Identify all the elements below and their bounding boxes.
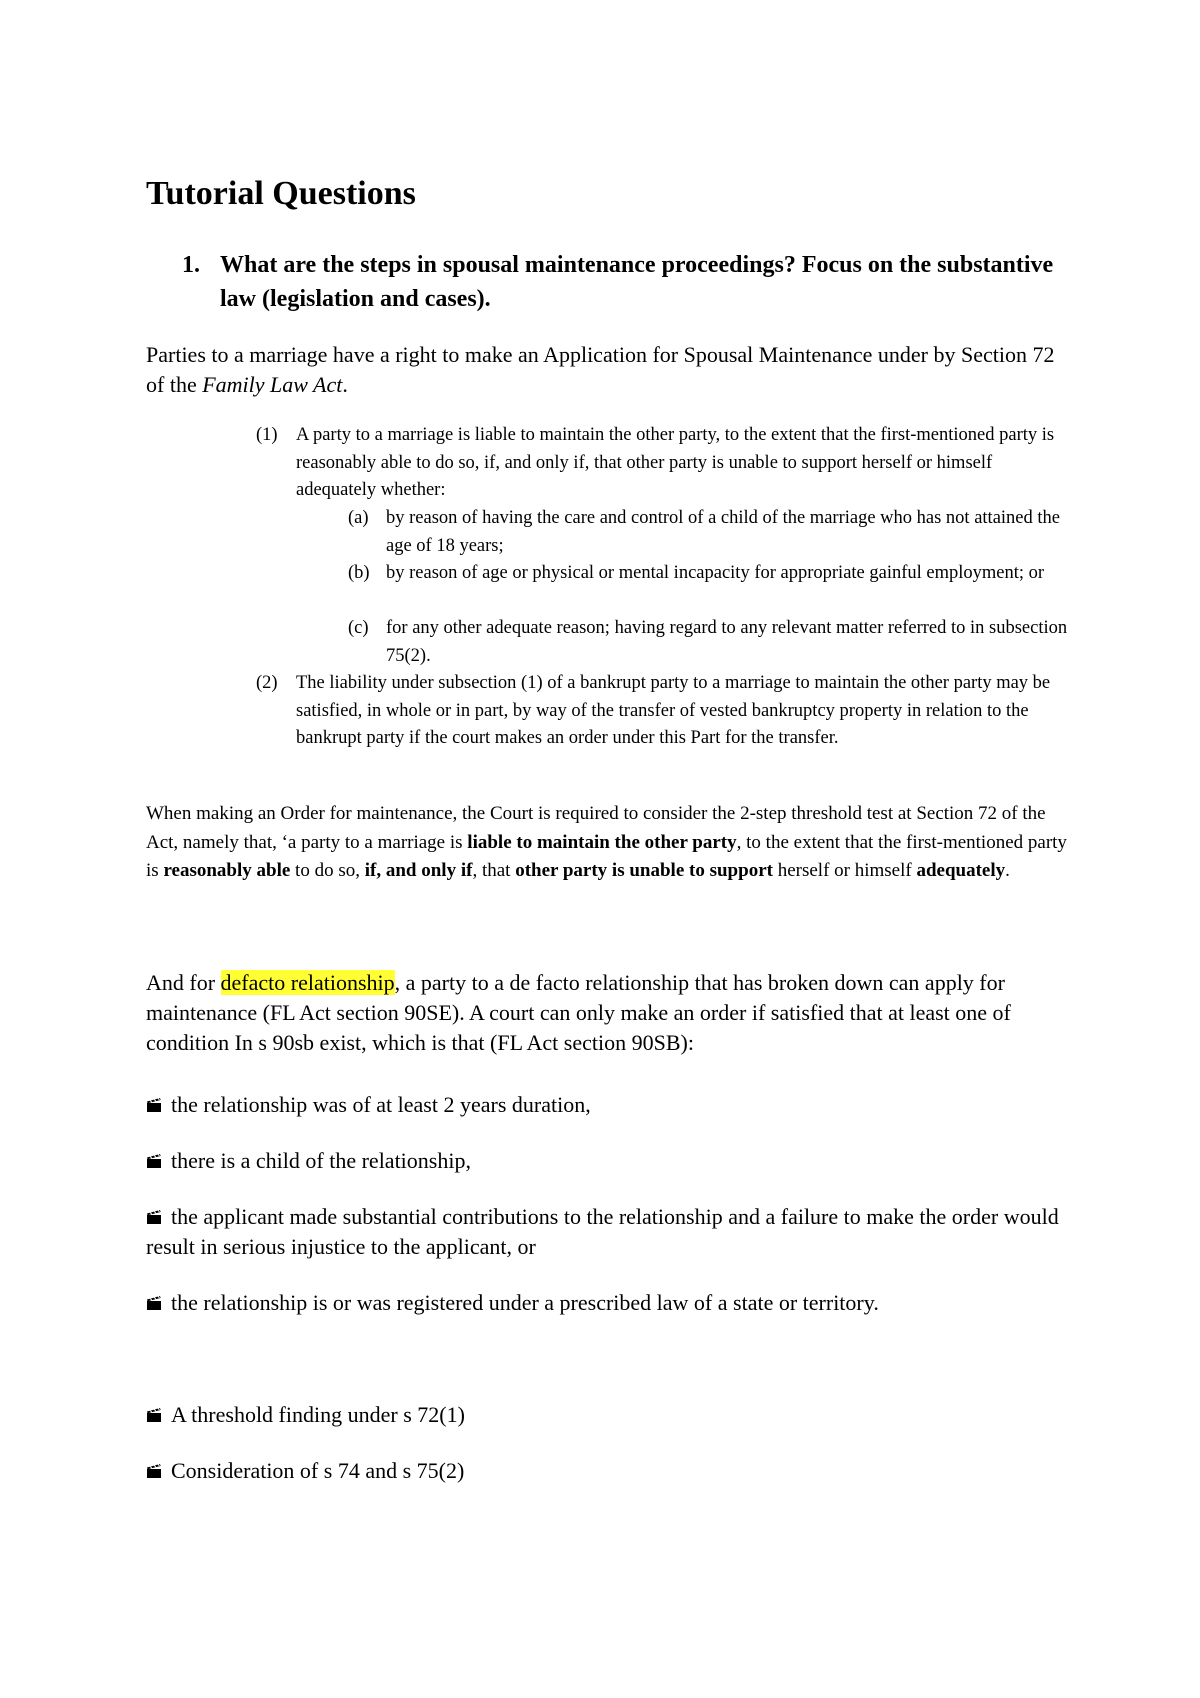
clapperboard-icon bbox=[146, 1209, 162, 1225]
threshold-bold-5: adequately bbox=[916, 860, 1006, 881]
act-name: Family Law Act bbox=[202, 372, 343, 397]
defacto-text-1: And for bbox=[146, 970, 221, 995]
clapperboard-icon bbox=[146, 1295, 162, 1311]
step-text: A threshold finding under s 72(1) bbox=[171, 1402, 465, 1427]
subsection-2-label: (2) bbox=[256, 673, 278, 693]
list-item bbox=[146, 1146, 1076, 1176]
paragraph-c-text: for any other adequate reason; having regard to any relevant matter referred to in subsection 75(2). bbox=[386, 618, 1068, 666]
intro-paragraph bbox=[146, 340, 1076, 400]
defacto-text-2: , a party to a de facto relationship that has broken down can apply for maintenance (FL Act section 90SE). A court can only make an order if satisfied that at least one of condition In s 90sb exist, which is that (FL Act section 90SB): bbox=[146, 970, 1011, 1055]
highlighted-term: defacto relationship bbox=[220, 970, 395, 995]
question-number: 1. bbox=[182, 252, 200, 278]
condition-text: the applicant made substantial contributions to the relationship and a failure to make the order would result in serious injustice to the applicant, or bbox=[146, 1204, 1059, 1259]
condition-text: there is a child of the relationship, bbox=[171, 1148, 471, 1173]
intro-end: . bbox=[342, 372, 348, 397]
condition-text: the relationship is or was registered under a prescribed law of a state or territory. bbox=[171, 1290, 879, 1315]
paragraph-b-text: by reason of age or physical or mental incapacity for appropriate gainful employment; or bbox=[386, 563, 1045, 583]
list-item bbox=[146, 1288, 1076, 1318]
clapperboard-icon bbox=[146, 1407, 162, 1423]
threshold-text-6: . bbox=[1005, 860, 1010, 881]
subsection-1-label: (1) bbox=[256, 425, 278, 445]
threshold-text-2: , to the extent that the first-mentioned party is bbox=[146, 831, 1067, 881]
list-item bbox=[146, 1400, 1076, 1430]
clapperboard-icon bbox=[146, 1153, 162, 1169]
paragraph-a-label: (a) bbox=[348, 508, 369, 528]
clapperboard-icon bbox=[146, 1463, 162, 1479]
page-title: Tutorial Questions bbox=[146, 175, 416, 212]
threshold-bold-4: other party is unable to support bbox=[515, 860, 773, 881]
defacto-paragraph bbox=[146, 968, 1076, 1058]
intro-text: Parties to a marriage have a right to make an Application for Spousal Maintenance under by Section 72 of the bbox=[146, 342, 1055, 397]
step-text: Consideration of s 74 and s 75(2) bbox=[171, 1458, 465, 1483]
question-text: What are the steps in spousal maintenance proceedings? Focus on the substantive law (legislation and cases). bbox=[220, 252, 1054, 312]
threshold-text-3: to do so, bbox=[290, 860, 365, 881]
threshold-bold-1: liable to maintain the other party bbox=[467, 831, 737, 853]
paragraph-a-text: by reason of having the care and control of a child of the marriage who has not attained the age of 18 years; bbox=[386, 508, 1060, 556]
list-item bbox=[146, 1090, 1076, 1120]
clapperboard-icon bbox=[146, 1097, 162, 1113]
list-item bbox=[146, 1202, 1076, 1262]
threshold-paragraph bbox=[146, 800, 1076, 886]
threshold-bold-2: reasonably able bbox=[163, 860, 291, 881]
threshold-text-1: When making an Order for maintenance, the Court is required to consider the 2-step threshold test at Section 72 of the Act, namely that, ‘a party to a marriage is bbox=[146, 803, 1046, 853]
subsection-1-text: A party to a marriage is liable to maintain the other party, to the extent that the first-mentioned party is reasonably able to do so, if, and only if, that other party is unable to support herself or himself adequately whether: bbox=[296, 425, 1055, 500]
threshold-text-4: , that bbox=[472, 860, 516, 881]
threshold-text-5: herself or himself bbox=[772, 860, 917, 881]
subsection-2-text: The liability under subsection (1) of a bankrupt party to a marriage to maintain the other party may be satisfied, in whole or in part, by way of the transfer of vested bankruptcy property in relation to the bankrupt party if the court makes an order under this Part for the transfer. bbox=[296, 673, 1051, 748]
condition-text: the relationship was of at least 2 years duration, bbox=[171, 1092, 591, 1117]
paragraph-c-label: (c) bbox=[348, 618, 369, 638]
paragraph-b-label: (b) bbox=[348, 563, 370, 583]
list-item bbox=[146, 1456, 1076, 1486]
threshold-bold-3: if, and only if bbox=[364, 860, 473, 881]
